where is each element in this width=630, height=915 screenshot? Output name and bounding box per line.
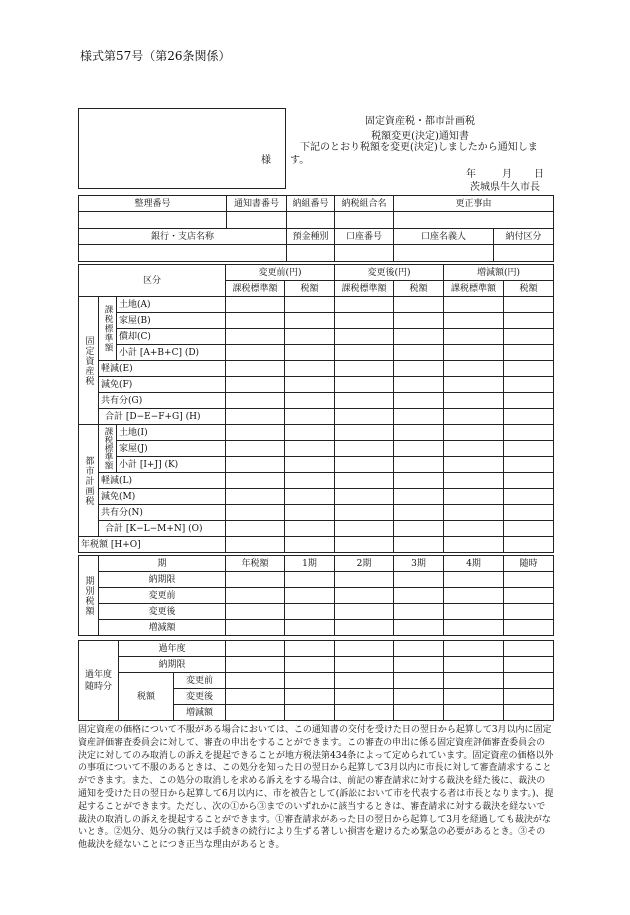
col-3ki: 3期 [394, 556, 444, 572]
row-land-I: 土地(I) [117, 425, 226, 441]
diff-base: 課税標準額 [444, 281, 504, 297]
past-row-before: 変更前 [174, 673, 226, 689]
period-row-diff: 増減額 [99, 620, 226, 636]
col-1ki: 1期 [285, 556, 335, 572]
header-nokumi: 納組番号 [287, 196, 335, 212]
period-row-deadline: 納期限 [99, 572, 226, 588]
row-total-O: 合計 [K−L−M+N] (O) [99, 521, 226, 537]
diff-tax: 税額 [504, 281, 554, 297]
header-meigi: 口座名義人 [394, 229, 494, 245]
notice-title-1: 固定資産税・都市計画税 [365, 116, 475, 127]
header-koza: 口座番号 [335, 229, 394, 245]
header-kosei: 更正事由 [394, 196, 554, 212]
row-exemption-M: 減免(M) [99, 489, 226, 505]
after-tax: 税額 [394, 281, 444, 297]
period-side-label: 期別税額 [79, 556, 99, 636]
row-exemption-F: 減免(F) [99, 377, 226, 393]
notice-title-2: 税額変更(決定)通知書 [371, 131, 469, 142]
row-total-H: 合計 [D−E−F+G] (H) [99, 409, 226, 425]
header-nofu: 納付区分 [494, 229, 554, 245]
notice-body: 下記のとおり税額を変更(決定)しましたから通知します。 [290, 142, 538, 166]
past-zeigaku-label: 税額 [119, 673, 174, 721]
period-row-before: 変更前 [99, 588, 226, 604]
row-subtotal-D: 小計 [A+B+C] (D) [117, 345, 226, 361]
row-depreciation-C: 償却(C) [117, 329, 226, 345]
kubun-header: 区分 [79, 265, 226, 297]
main-tax-table [78, 264, 554, 553]
form-number: 様式第57号（第26条関係） [80, 49, 231, 63]
reference-table [78, 195, 554, 229]
past-row-diff: 増減額 [174, 705, 226, 721]
row-shared-N: 共有分(N) [99, 505, 226, 521]
row-house-B: 家屋(B) [117, 313, 226, 329]
past-row-deadline: 納期限 [119, 657, 226, 673]
after-base: 課税標準額 [335, 281, 394, 297]
header-kumiai: 納税組合名 [335, 196, 394, 212]
row-house-J: 家屋(J) [117, 441, 226, 457]
issuer: 茨城県牛久市長 [470, 182, 540, 193]
period-row-after: 変更後 [99, 604, 226, 620]
col-4ki: 4期 [444, 556, 504, 572]
past-year-table [78, 640, 554, 721]
before-header: 変更前(円) [226, 265, 335, 281]
header-yokin: 預金種別 [287, 229, 335, 245]
past-row-year: 過年度 [119, 641, 226, 657]
toshi-label: 都市計画税 [79, 425, 99, 537]
diff-header: 増減額(円) [444, 265, 554, 281]
kotei-base-label: 課税標準額 [99, 297, 117, 361]
row-reduction-L: 軽減(L) [99, 473, 226, 489]
before-tax: 税額 [285, 281, 335, 297]
toshi-base-label: 課税標準額 [99, 425, 117, 473]
addressee-sama: 様 [261, 155, 271, 166]
col-zuiji: 随時 [504, 556, 554, 572]
header-bank: 銀行・支店名称 [79, 229, 287, 245]
period-ki: 期 [99, 556, 226, 572]
kotei-label: 固定資産税 [79, 297, 99, 425]
after-header: 変更後(円) [335, 265, 444, 281]
addressee-box [78, 108, 286, 189]
row-grand-total: 年税額 [H+O] [79, 537, 226, 553]
row-shared-G: 共有分(G) [99, 393, 226, 409]
past-side-label: 過年度随時分 [79, 641, 119, 721]
period-tax-table [78, 555, 554, 636]
bank-table [78, 228, 554, 262]
row-land-A: 土地(A) [117, 297, 226, 313]
header-seiri: 整理番号 [79, 196, 227, 212]
date-day: 日 [534, 169, 544, 180]
header-tsuchisho: 通知書番号 [227, 196, 287, 212]
before-base: 課税標準額 [226, 281, 285, 297]
col-2ki: 2期 [335, 556, 394, 572]
date-year: 年 [466, 169, 476, 180]
date-month: 月 [502, 169, 512, 180]
col-annual: 年税額 [226, 556, 285, 572]
row-reduction-E: 軽減(E) [99, 361, 226, 377]
past-row-after: 変更後 [174, 689, 226, 705]
appeal-notes: 固定資産の価格について不服がある場合においては、この通知書の交付を受けた日の翌日から起算して3月以内に固定資産評価審査委員会に対して、審査の申出をすることができます。この審査の申出に係る固定資産評価審査委員会の決定に対してのみ取消しの訴えを提起できることが地方税法第434条によって定められています。固定資産の価格以外の事項について不服のあるときは、この処分を知った日の翌日から起算して3月以内に市長に対して審査請求することができます。また、この処分の取消しを求める訴えをする場合は、前記の審査請求に対する裁決を経た後に、裁決の通知を受けた日の翌日から起算して6月以内に、市を被告として(訴訟において市を代表する者は市長となります。)、提起することができます。ただし、次の①から③までのいずれかに該当するときは、審査請求に対する裁決を経ないで裁決の取消しの訴えを提起することができます。①審査請求があった日の翌日から起算して3月を経過しても裁決がないとき。②処分、処分の執行又は手続きの続行により生ずる著しい損害を避けるため緊急の必要があるとき。③その他裁決を経ないことにつき正当な理由があるとき。 [78, 725, 554, 851]
row-subtotal-K: 小計 [I+J] (K) [117, 457, 226, 473]
